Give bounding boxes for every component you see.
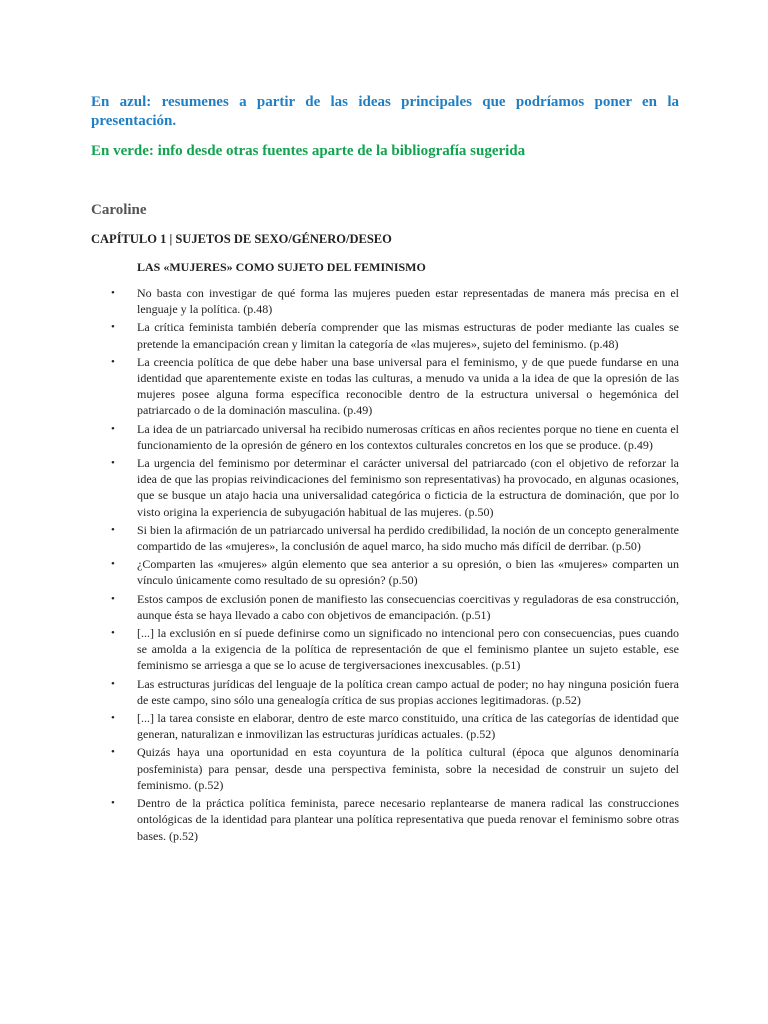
bullet-text: No basta con investigar de qué forma las mujeres pueden estar representadas de manera más precisa en el lenguaje y la política. (p.48) xyxy=(137,286,679,317)
bullet-marker: • xyxy=(111,287,115,299)
bullet-text: Quizás haya una oportunidad en esta coyuntura de la política cultural (época que algunos denominaría posfeminista) para pensar, desde una perspectiva feminista, sobre la necesidad de construir un sujeto del feminismo. (p.52) xyxy=(137,745,679,792)
bullet-item xyxy=(91,455,679,520)
bullet-item xyxy=(91,319,679,351)
chapter-heading: CAPÍTULO 1 | SUJETOS DE SEXO/GÉNERO/DESEO xyxy=(91,232,392,246)
bullet-marker: • xyxy=(111,558,115,571)
bullet-text: La urgencia del feminismo por determinar el carácter universal del patriarcado (con el objetivo de reforzar la idea de que las propias reivindicaciones del feminismo son representativas) ha provocado, en algunas ocasiones, que se busque un atajo hacia una universalidad categórica o ficticia de la estructura de dominación, que por lo visto origina la experiencia de subyugación habitual de las mujeres. (p.50) xyxy=(137,456,679,519)
bullet-marker: • xyxy=(111,321,115,334)
bullet-text: Las estructuras jurídicas del lenguaje de la política crean campo actual de poder; no hay ninguna posición fuera de este campo, sino sólo una genealogía crítica de sus propias acciones legitimadoras. (p.52) xyxy=(137,676,679,707)
section-heading: LAS «MUJERES» COMO SUJETO DEL FEMINISMO xyxy=(137,260,426,274)
bullet-text: [...] la exclusión en sí puede definirse como un significado no intencional pero con consecuencias, pues cuando se amolda a la exigencia de la política de representación de que el feminismo plantee un sujeto estable, ese feminismo se arriesga a que se lo acuse de tergiversaciones inexcusables. (p.51) xyxy=(137,626,679,673)
bullet-marker: • xyxy=(111,457,115,470)
green-note: En verde: info desde otras fuentes aparte de la bibliografía sugerida xyxy=(91,143,526,159)
bullet-text: [...] la tarea consiste en elaborar, dentro de este marco constituido, una crítica de las categorías de identidad que generan, naturalizan e inmovilizan las estructuras jurídicas actuales. (p.52) xyxy=(137,711,679,742)
bullet-item xyxy=(91,421,679,453)
bullet-marker: • xyxy=(111,355,115,368)
blue-note: En azul: resumenes a partir de las ideas principales que podríamos poner en la presentación. xyxy=(91,94,679,129)
bullet-text: La crítica feminista también debería comprender que las mismas estructuras de poder mediante las cuales se pretende la emancipación crean y limitan la categoría de «las mujeres», sujeto del feminismo. (p.48) xyxy=(137,320,679,351)
bullet-text: La idea de un patriarcado universal ha recibido numerosas críticas en años recientes porque no tiene en cuenta el funcionamiento de la opresión de género en los contextos culturales concretos en los que se produce. (p.49) xyxy=(137,421,679,452)
bullet-text: Si bien la afirmación de un patriarcado universal ha perdido credibilidad, la noción de un concepto generalmente compartido de las «mujeres», la conclusión de aquel marco, ha sido mucho más difícil de derribar. (p.50) xyxy=(137,522,679,554)
bullet-marker: • xyxy=(111,592,115,605)
bullet-marker: • xyxy=(111,523,115,536)
bullet-text: Estos campos de exclusión ponen de manifiesto las consecuencias coercitivas y reguladoras de esa construcción, aunque ésta se haya llevado a cabo con objetivos de emancipación. (p.51) xyxy=(137,591,679,622)
bullet-item xyxy=(91,285,679,317)
bullet-item xyxy=(91,591,679,623)
bullet-item xyxy=(91,744,679,793)
bullet-text: Dentro de la práctica política feminista, parece necesario replantearse de manera radical las construcciones ontológicas de la identidad para plantear una política representativa que pueda renovar el feminismo sobre otras bases. (p.52) xyxy=(137,796,679,843)
bullet-marker: • xyxy=(111,797,115,810)
bullet-item xyxy=(91,556,679,588)
bullet-marker: • xyxy=(111,677,115,690)
author-heading: Caroline xyxy=(91,202,147,218)
bullet-item xyxy=(91,522,679,554)
bullet-marker: • xyxy=(111,627,115,640)
bullet-item xyxy=(91,676,679,708)
bullet-marker: • xyxy=(111,422,115,435)
bullet-text: La creencia política de que debe haber una base universal para el feminismo, y de que puede fundarse en una identidad que aparentemente existe en todas las culturas, a menudo va unida a la idea de que la opresión de las mujeres posee alguna forma específica reconocible dentro de la estructura universal o hegemónica del patriarcado o de la dominación masculina. (p.49) xyxy=(137,354,679,418)
bullet-marker: • xyxy=(111,746,115,759)
bullet-item xyxy=(91,625,679,674)
bullet-text: ¿Comparten las «mujeres» algún elemento que sea anterior a su opresión, o bien las «mujeres» comparten un vínculo únicamente como resultado de su opresión? (p.50) xyxy=(137,557,679,588)
bullet-list xyxy=(91,285,679,846)
bullet-item xyxy=(91,795,679,844)
bullet-marker: • xyxy=(111,712,115,725)
bullet-item xyxy=(91,354,679,419)
bullet-item xyxy=(91,710,679,742)
